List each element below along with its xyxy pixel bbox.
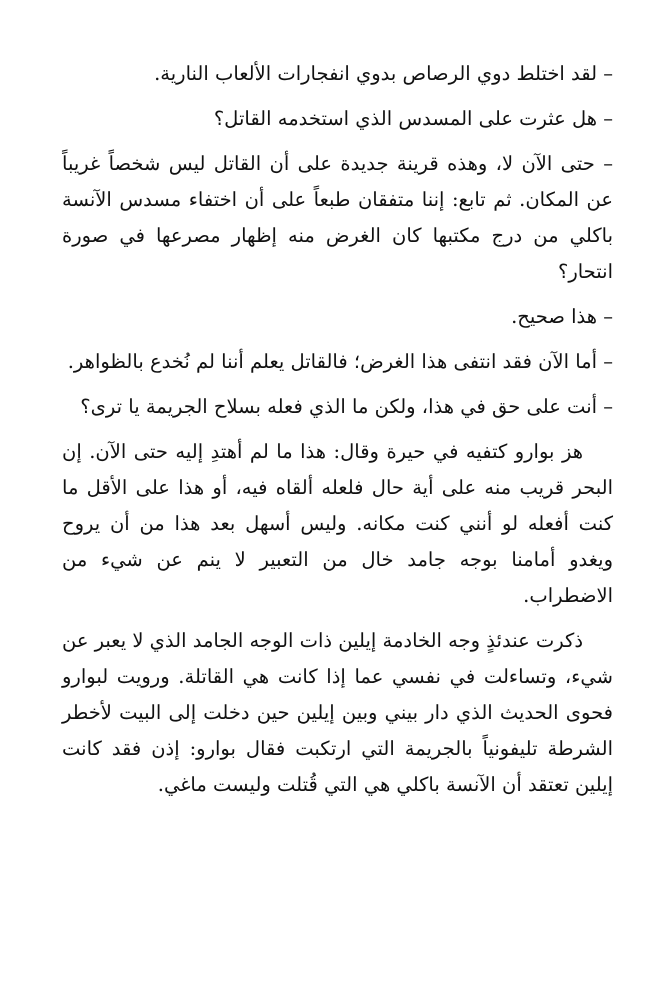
paragraph-3: – حتى الآن لا، وهذه قرينة جديدة على أن القاتل ليس شخصاً غريباً عن المكان. ثم تابع: إننا متفقان طبعاً على أن اختفاء مسدس الآنسة باكلي من درج مكتبها كان الغرض منه إظهار مصرعها في صورة انتحار؟ — [62, 152, 613, 283]
paragraph-2: – هل عثرت على المسدس الذي استخدمه القاتل؟ — [213, 107, 613, 130]
paragraph-8: ذكرت عندئذٍ وجه الخادمة إيلين ذات الوجه الجامد الذي لا يعبر عن شيء، وتساءلت في نفسي عما إذا كانت هي القاتلة. ورويت لبوارو فحوى الحديث الذي دار بيني وبين إيلين حين دخلت إلى البيت لأخطر الشرطة تليفونياً بالجريمة التي ارتكبت فقال بوارو: إذن فقد كانت إيلين تعتقد أن الآنسة باكلي هي التي قُتلت وليست ماغي. — [61, 629, 613, 796]
book-page — [62, 56, 613, 812]
paragraph-5: – أما الآن فقد انتفى هذا الغرض؛ فالقاتل يعلم أننا لم نُخدع بالظواهر. — [67, 350, 613, 373]
paragraph-1: – لقد اختلط دوي الرصاص بدوي انفجارات الألعاب النارية. — [154, 62, 613, 85]
paragraph-4: – هذا صحيح. — [511, 305, 613, 328]
paragraph-6: – أنت على حق في هذا، ولكن ما الذي فعله بسلاح الجريمة يا ترى؟ — [80, 395, 613, 418]
paragraph-7: هز بوارو كتفيه في حيرة وقال: هذا ما لم أهتدِ إليه حتى الآن. إن البحر قريب منه على أية حال فلعله ألقاه فيه، أو هذا على الأقل ما كنت أفعله لو أنني كنت مكانه. وليس أسهل بعد هذا من أن يروح ويغدو أمامنا بوجه جامد خال من التعبير لا ينم عن شيء من الاضطراب. — [62, 440, 613, 607]
